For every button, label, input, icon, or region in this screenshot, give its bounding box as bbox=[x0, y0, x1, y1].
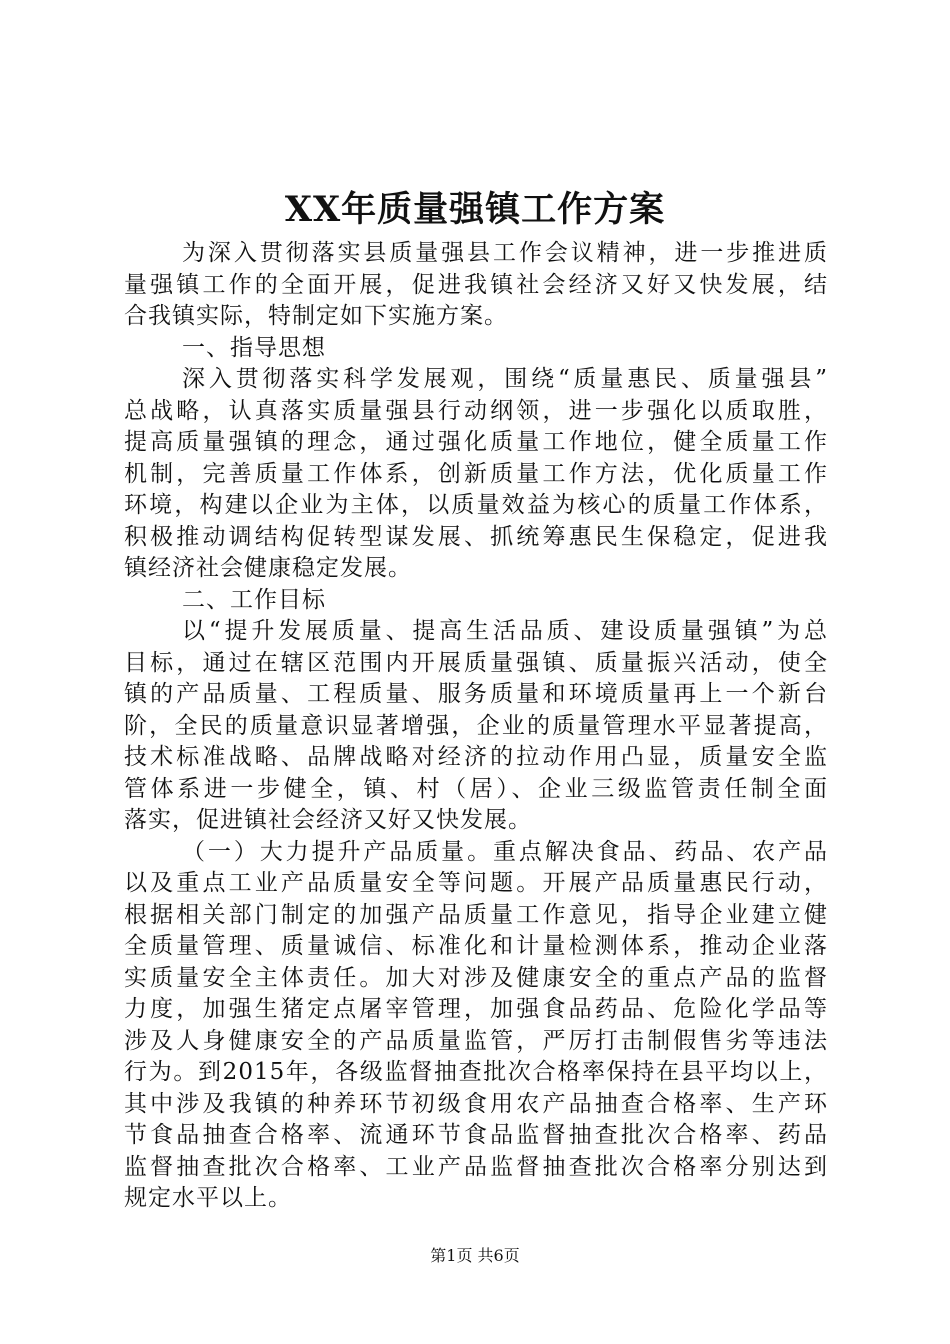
paragraph-line: 机制，完善质量工作体系，创新质量工作方法，优化质量工作 bbox=[124, 460, 828, 487]
paragraph-line: 规定水平以上。 bbox=[124, 1185, 292, 1211]
section-heading: 二、工作目标 bbox=[182, 586, 326, 613]
paragraph-line: 目标，通过在辖区范围内开展质量强镇、质量振兴活动，使全 bbox=[124, 649, 828, 676]
paragraph-line: 量强镇工作的全面开展，促进我镇社会经济又好又快发展，结 bbox=[124, 271, 828, 298]
paragraph-line: 实质量安全主体责任。加大对涉及健康安全的重点产品的监督 bbox=[124, 964, 828, 991]
paragraph-line: 环境，构建以企业为主体，以质量效益为核心的质量工作体系， bbox=[124, 492, 828, 518]
paragraph-line: 阶，全民的质量意识显著增强，企业的质量管理水平显著提高， bbox=[124, 712, 828, 739]
paragraph-line: 技术标准战略、品牌战略对经济的拉动作用凸显，质量安全监 bbox=[124, 744, 828, 770]
paragraph-line: 提高质量强镇的理念，通过强化质量工作地位，健全质量工作 bbox=[124, 429, 828, 455]
document-body bbox=[124, 238, 828, 1215]
paragraph-line: 管体系进一步健全，镇、村（居）、企业三级监管责任制全面 bbox=[124, 775, 828, 802]
document-title: XX年质量强镇工作方案 bbox=[284, 189, 666, 230]
paragraph-line: 落实，促进镇社会经济又好又快发展。 bbox=[124, 807, 532, 833]
paragraph-line: （一）大力提升产品质量。重点解决食品、药品、农产品 bbox=[182, 838, 828, 865]
paragraph-line: 合我镇实际，特制定如下实施方案。 bbox=[124, 303, 508, 329]
paragraph-line: 深入贯彻落实科学发展观，围绕“质量惠民、质量强县” bbox=[182, 366, 828, 392]
paragraph-line: 监督抽查批次合格率、工业产品监督抽查批次合格率分别达到 bbox=[124, 1153, 828, 1180]
paragraph-line: 涉及人身健康安全的产品质量监管，严厉打击制假售劣等违法 bbox=[124, 1027, 828, 1054]
paragraph-line: 其中涉及我镇的种养环节初级食用农产品抽查合格率、生产环 bbox=[124, 1090, 828, 1117]
page-footer: 第1页 共6页 bbox=[430, 1246, 520, 1265]
paragraph-line: 为深入贯彻落实县质量强县工作会议精神，进一步推进质 bbox=[182, 240, 828, 266]
section-heading: 一、指导思想 bbox=[182, 334, 326, 361]
paragraph-line: 以及重点工业产品质量安全等问题。开展产品质量惠民行动， bbox=[124, 870, 828, 896]
paragraph-line: 根据相关部门制定的加强产品质量工作意见，指导企业建立健 bbox=[124, 901, 828, 928]
paragraph-line: 积极推动调结构促转型谋发展、抓统筹惠民生保稳定，促进我 bbox=[124, 523, 828, 550]
paragraph-line: 节食品抽查合格率、流通环节食品监督抽查批次合格率、药品 bbox=[124, 1122, 828, 1148]
paragraph-line: 力度，加强生猪定点屠宰管理，加强食品药品、危险化学品等 bbox=[124, 996, 828, 1022]
paragraph-line: 镇的产品质量、工程质量、服务质量和环境质量再上一个新台 bbox=[124, 681, 828, 707]
paragraph-line: 全质量管理、质量诚信、标准化和计量检测体系，推动企业落 bbox=[124, 933, 828, 959]
paragraph-line: 总战略，认真落实质量强县行动纲领，进一步强化以质取胜， bbox=[124, 397, 828, 424]
paragraph-line: 镇经济社会健康稳定发展。 bbox=[124, 555, 412, 581]
paragraph-line: 行为。到2015年，各级监督抽查批次合格率保持在县平均以上， bbox=[124, 1059, 828, 1085]
paragraph-line: 以“提升发展质量、提高生活品质、建设质量强镇”为总 bbox=[182, 618, 828, 644]
